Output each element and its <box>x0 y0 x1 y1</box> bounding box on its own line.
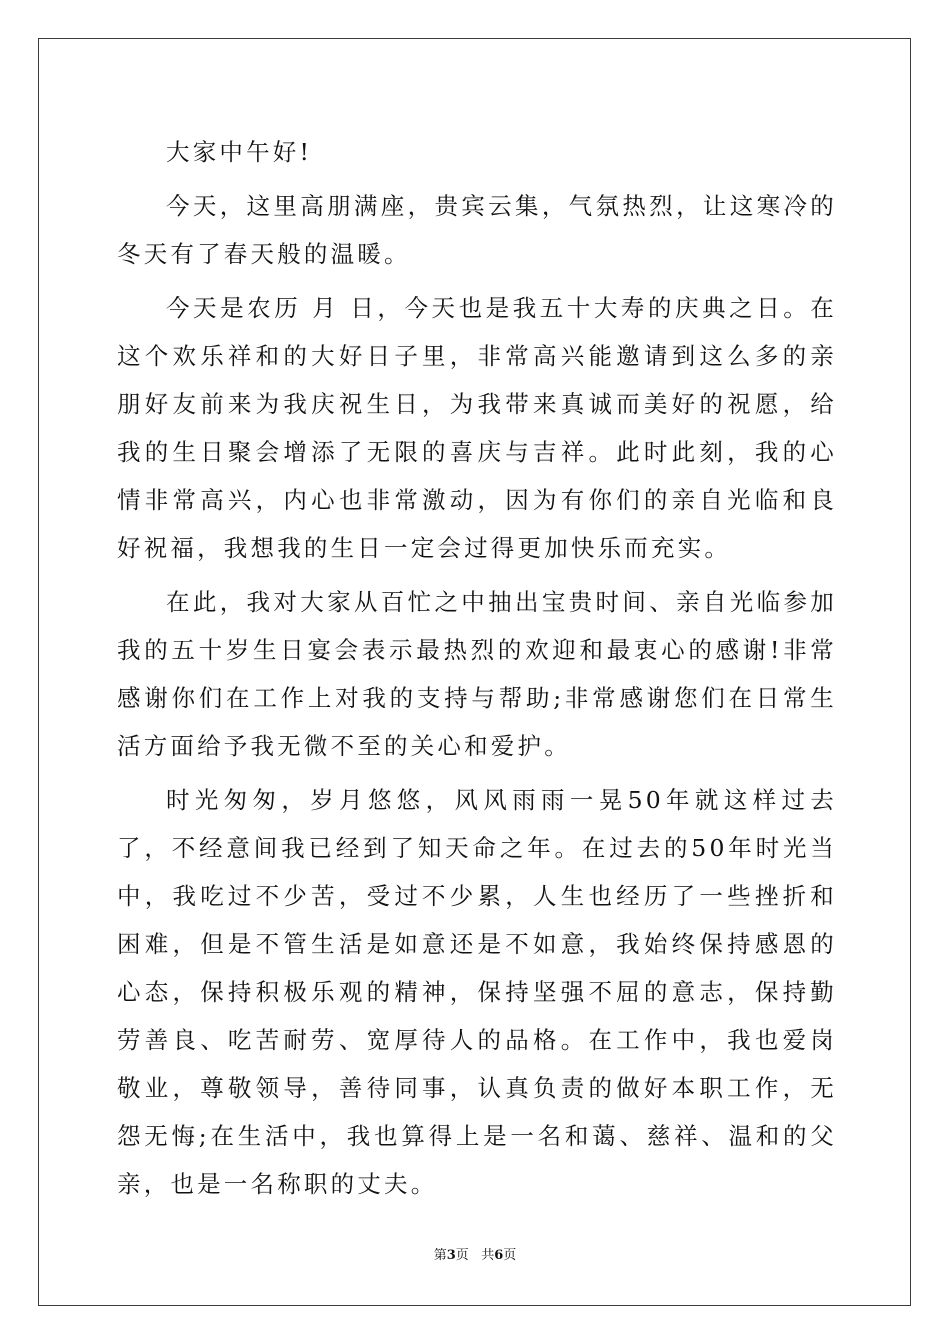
paragraph-greeting: 大家中午好! <box>166 138 313 166</box>
page-suffix: 页 <box>455 1248 469 1263</box>
paragraph-reflection: 时光匆匆，岁月悠悠，风风雨雨一晃50年就这样过去了，不经意间我已经到了知天命之年。在过去的50年时光当中，我吃过不少苦，受过不少累，人生也经历了一些挫折和困难，但是不管生活是如意还是不如意，我始终保持感恩的心态，保持积极乐观的精神，保持坚强不屈的意志，保持勤劳善良、吃苦耐劳、宽厚待人的品格。在工作中，我也爱岗敬业，尊敬领导，善待同事，认真负责的做好本职工作，无怨无悔;在生活中，我也算得上是一名和蔼、慈祥、温和的父亲，也是一名称职的丈夫。 <box>117 786 837 1198</box>
page-footer <box>0 1246 950 1266</box>
page-prefix: 第 <box>433 1248 447 1263</box>
total-page-count: 6 <box>494 1248 504 1263</box>
total-prefix: 共 <box>481 1248 495 1263</box>
paragraph-thanks: 在此，我对大家从百忙之中抽出宝贵时间、亲自光临参加我的五十岁生日宴会表示最热烈的欢迎和最衷心的感谢!非常感谢你们在工作上对我的支持与帮助;非常感谢您们在日常生活方面给予我无微不至的关心和爱护。 <box>117 588 837 760</box>
paragraph-birthday: 今天是农历 月 日，今天也是我五十大寿的庆典之日。在这个欢乐祥和的大好日子里，非常高兴能邀请到这么多的亲朋好友前来为我庆祝生日，为我带来真诚而美好的祝愿，给我的生日聚会增添了无限的喜庆与吉祥。此时此刻，我的心情非常高兴，内心也非常激动，因为有你们的亲自光临和良好祝福，我想我的生日一定会过得更加快乐而充实。 <box>117 294 837 562</box>
total-suffix: 页 <box>503 1248 517 1263</box>
current-page-number: 3 <box>446 1248 456 1263</box>
paragraph-opening: 今天，这里高朋满座，贵宾云集，气氛热烈，让这寒冷的冬天有了春天般的温暖。 <box>117 192 837 268</box>
document-body <box>117 128 837 1208</box>
